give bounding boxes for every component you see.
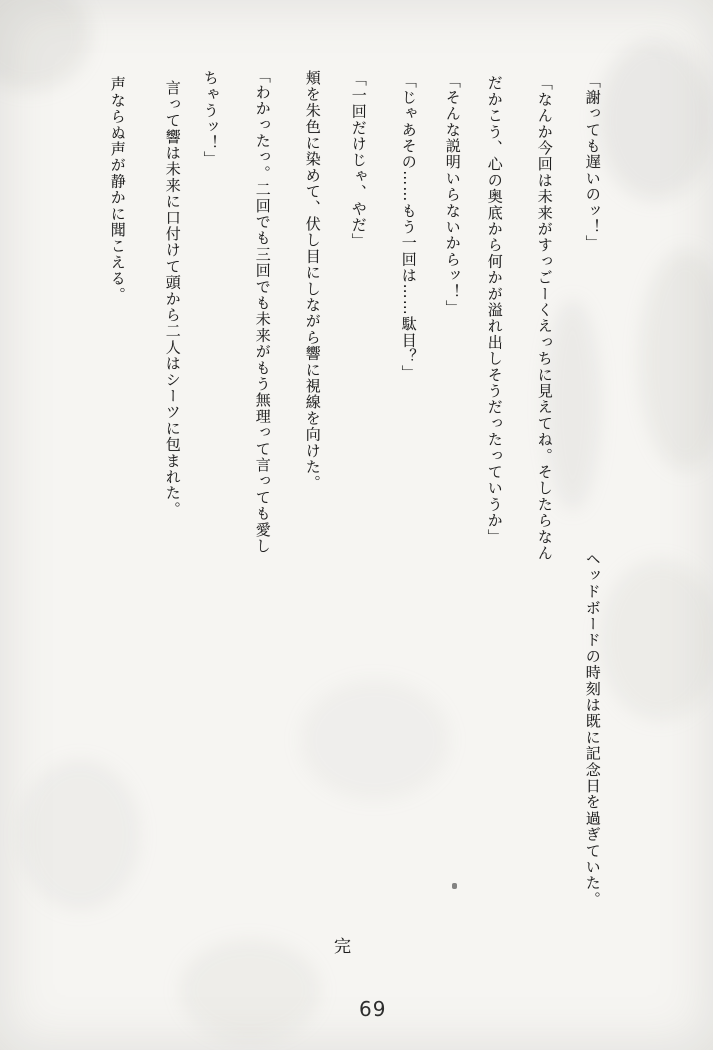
paper-smudge bbox=[300, 680, 450, 800]
paper-smudge bbox=[20, 760, 140, 910]
text-column-narration-4: 声ならぬ声が静かに聞こえる。 bbox=[108, 76, 127, 303]
text-column-dialogue-1: 「謝っても遅いのッ！」 bbox=[583, 73, 602, 252]
text-column-dialogue-2: 「なんか今回は未来がすっごーくえっちに見えてね。そしたらなん bbox=[535, 75, 554, 561]
paper-smudge bbox=[180, 940, 320, 1040]
text-column-narration-2: 頬を朱色に染めて、伏し目にしながら響に視線を向けた。 bbox=[303, 70, 322, 492]
text-column-dialogue-5: 「一回だけじゃ、やだ」 bbox=[349, 71, 368, 250]
text-column-dialogue-4: 「じゃあその……もう一回は……駄目？」 bbox=[399, 73, 418, 381]
end-mark: 完 bbox=[334, 937, 351, 957]
paper-smudge bbox=[600, 560, 713, 720]
ink-speck bbox=[452, 883, 457, 889]
page-number: 69 bbox=[359, 997, 387, 1021]
text-column-narration-3: 言って響は未来に口付けて頭から二人はシーツに包まれた。 bbox=[163, 80, 182, 518]
text-column-dialogue-2b: だかこう、心の奥底から何かが溢れ出しそうだったっていうか」 bbox=[485, 75, 504, 545]
text-column-dialogue-3: 「そんな説明いらないからッ！」 bbox=[443, 73, 462, 316]
text-column-dialogue-6b: ちゃうッ！」 bbox=[201, 70, 220, 168]
text-column-narration-1: ヘッドボードの時刻は既に記念日を過ぎていた。 bbox=[583, 551, 602, 908]
paper-smudge bbox=[0, 0, 90, 90]
text-column-dialogue-6: 「わかったっ。二回でも三回でも未来がもう無理って言っても愛し bbox=[253, 68, 272, 554]
paper-smudge bbox=[640, 250, 713, 470]
paper-smudge bbox=[598, 40, 713, 200]
